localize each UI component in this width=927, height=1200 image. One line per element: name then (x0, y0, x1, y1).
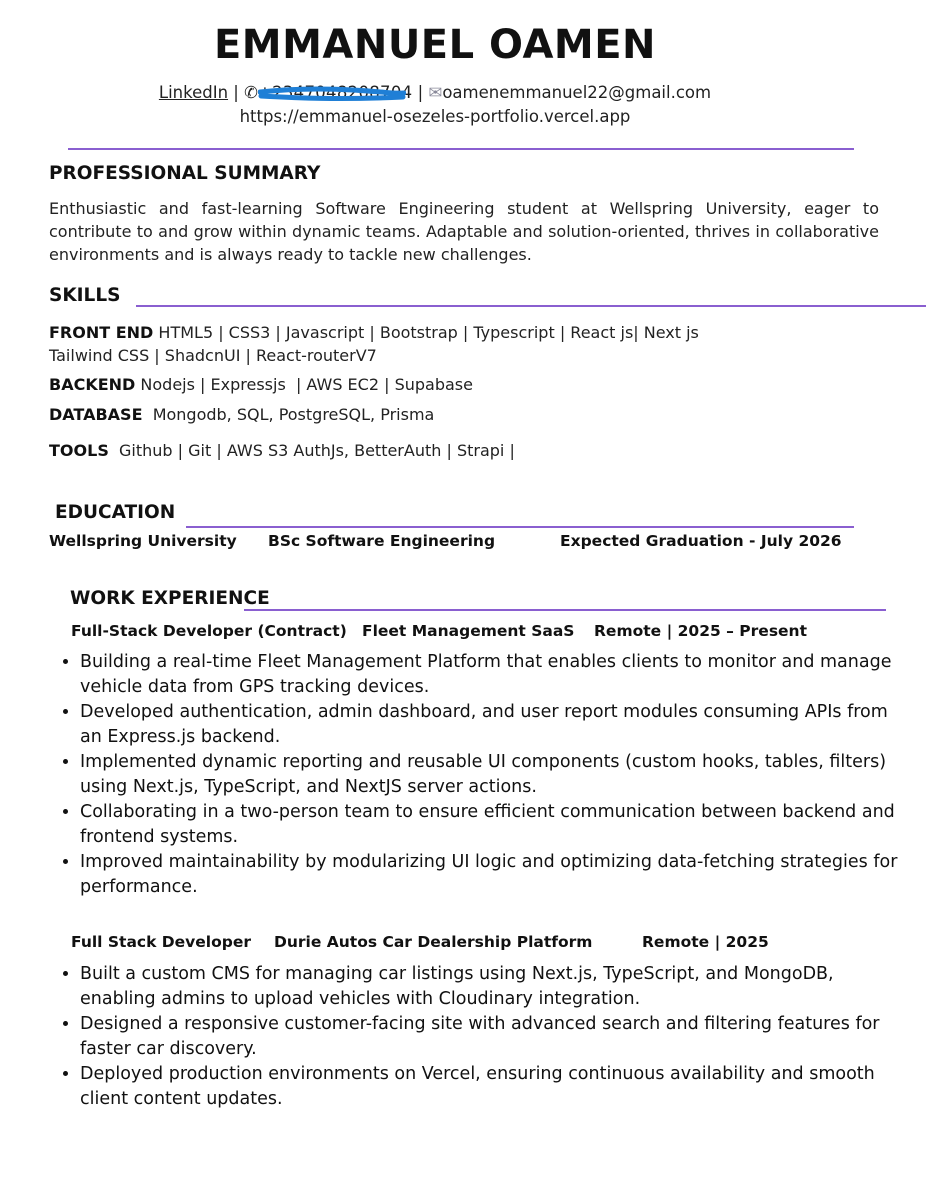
skills-frontend-label: FRONT END (49, 323, 154, 342)
work-divider (244, 609, 886, 611)
job-2-role: Full Stack Developer (71, 933, 252, 951)
phone-number: +2347048208704 (257, 83, 413, 102)
job-1-meta: Remote | 2025 – Present (594, 622, 808, 640)
list-item: • Developed authentication, admin dashboard, and user report modules consuming APIs from an Express.js backend. (80, 700, 900, 750)
list-item: • Improved maintainability by modularizing UI logic and optimizing data-fetching strategies for performance. (80, 850, 900, 900)
skills-frontend (49, 323, 699, 342)
linkedin-link[interactable]: LinkedIn (158, 83, 229, 102)
skills-tools-value: Github | Git | AWS S3 AuthJs, BetterAuth | Strapi | (108, 441, 515, 460)
separator: | (228, 83, 245, 102)
summary-text: Enthusiastic and fast-learning Software Engineering student at Wellspring University, eager to contribute to and grow within dynamic teams. Adaptable and solution-oriented, thrives in collaborative environments and is always ready to tackle new challenges. (49, 199, 879, 264)
skills-frontend-cont: Tailwind CSS | ShadcnUI | React-routerV7 (49, 346, 377, 365)
skills-backend-value: Nodejs | Expressjs | AWS EC2 | Supabase (135, 375, 473, 394)
job-1-bullets (49, 650, 900, 900)
job-2-bullets (49, 962, 900, 1112)
list-item: • Built a custom CMS for managing car listings using Next.js, TypeScript, and MongoDB, enabling admins to upload vehicles with Cloudinary integration. (80, 962, 900, 1012)
education-heading: EDUCATION (55, 502, 176, 523)
skills-heading: SKILLS (49, 285, 121, 306)
list-item: • Collaborating in a two-person team to ensure efficient communication between backend and frontend systems. (80, 800, 900, 850)
job-1-company: Fleet Management SaaS (362, 622, 575, 640)
job-2-meta: Remote | 2025 (642, 933, 769, 951)
candidate-name: EMMANUEL OAMEN (213, 22, 657, 68)
education-divider (186, 526, 854, 528)
education-degree: BSc Software Engineering (268, 532, 496, 550)
email-text[interactable]: oamenemmanuel22@gmail.com (442, 83, 712, 102)
skills-frontend-value: HTML5 | CSS3 | Javascript | Bootstrap | Typescript | React js| Next js (153, 323, 699, 342)
email-icon: ✉ (428, 83, 443, 102)
education-school: Wellspring University (49, 532, 237, 550)
job-1-role: Full-Stack Developer (Contract) (71, 622, 347, 640)
summary-heading: PROFESSIONAL SUMMARY (49, 163, 321, 184)
list-item: • Deployed production environments on Vercel, ensuring continuous availability and smooth client content updates. (80, 1062, 900, 1112)
job-2-company: Durie Autos Car Dealership Platform (274, 933, 593, 951)
skills-database (49, 405, 434, 424)
portfolio-url[interactable]: https://emmanuel-osezeles-portfolio.vercel.app (239, 107, 631, 126)
skills-backend-label: BACKEND (49, 375, 136, 394)
education-graduation: Expected Graduation - July 2026 (560, 532, 842, 550)
phone-icon: ✆ (244, 83, 258, 102)
list-item: • Designed a responsive customer-facing site with advanced search and filtering features for faster car discovery. (80, 1012, 900, 1062)
skills-database-label: DATABASE (49, 405, 143, 424)
separator: | (412, 83, 429, 102)
skills-backend (49, 375, 473, 394)
skills-tools-label: TOOLS (49, 441, 109, 460)
contact-line (0, 83, 870, 102)
phone-field (244, 83, 412, 102)
skills-divider (136, 305, 926, 307)
list-item: • Building a real-time Fleet Management Platform that enables clients to monitor and manage vehicle data from GPS tracking devices. (80, 650, 900, 700)
redaction-scribble (258, 85, 406, 103)
skills-tools (49, 441, 515, 460)
header-divider (68, 148, 854, 150)
skills-database-value: Mongodb, SQL, PostgreSQL, Prisma (142, 405, 435, 424)
list-item: • Implemented dynamic reporting and reusable UI components (custom hooks, tables, filters) using Next.js, TypeScript, and NextJS server actions. (80, 750, 900, 800)
work-heading: WORK EXPERIENCE (70, 588, 270, 609)
